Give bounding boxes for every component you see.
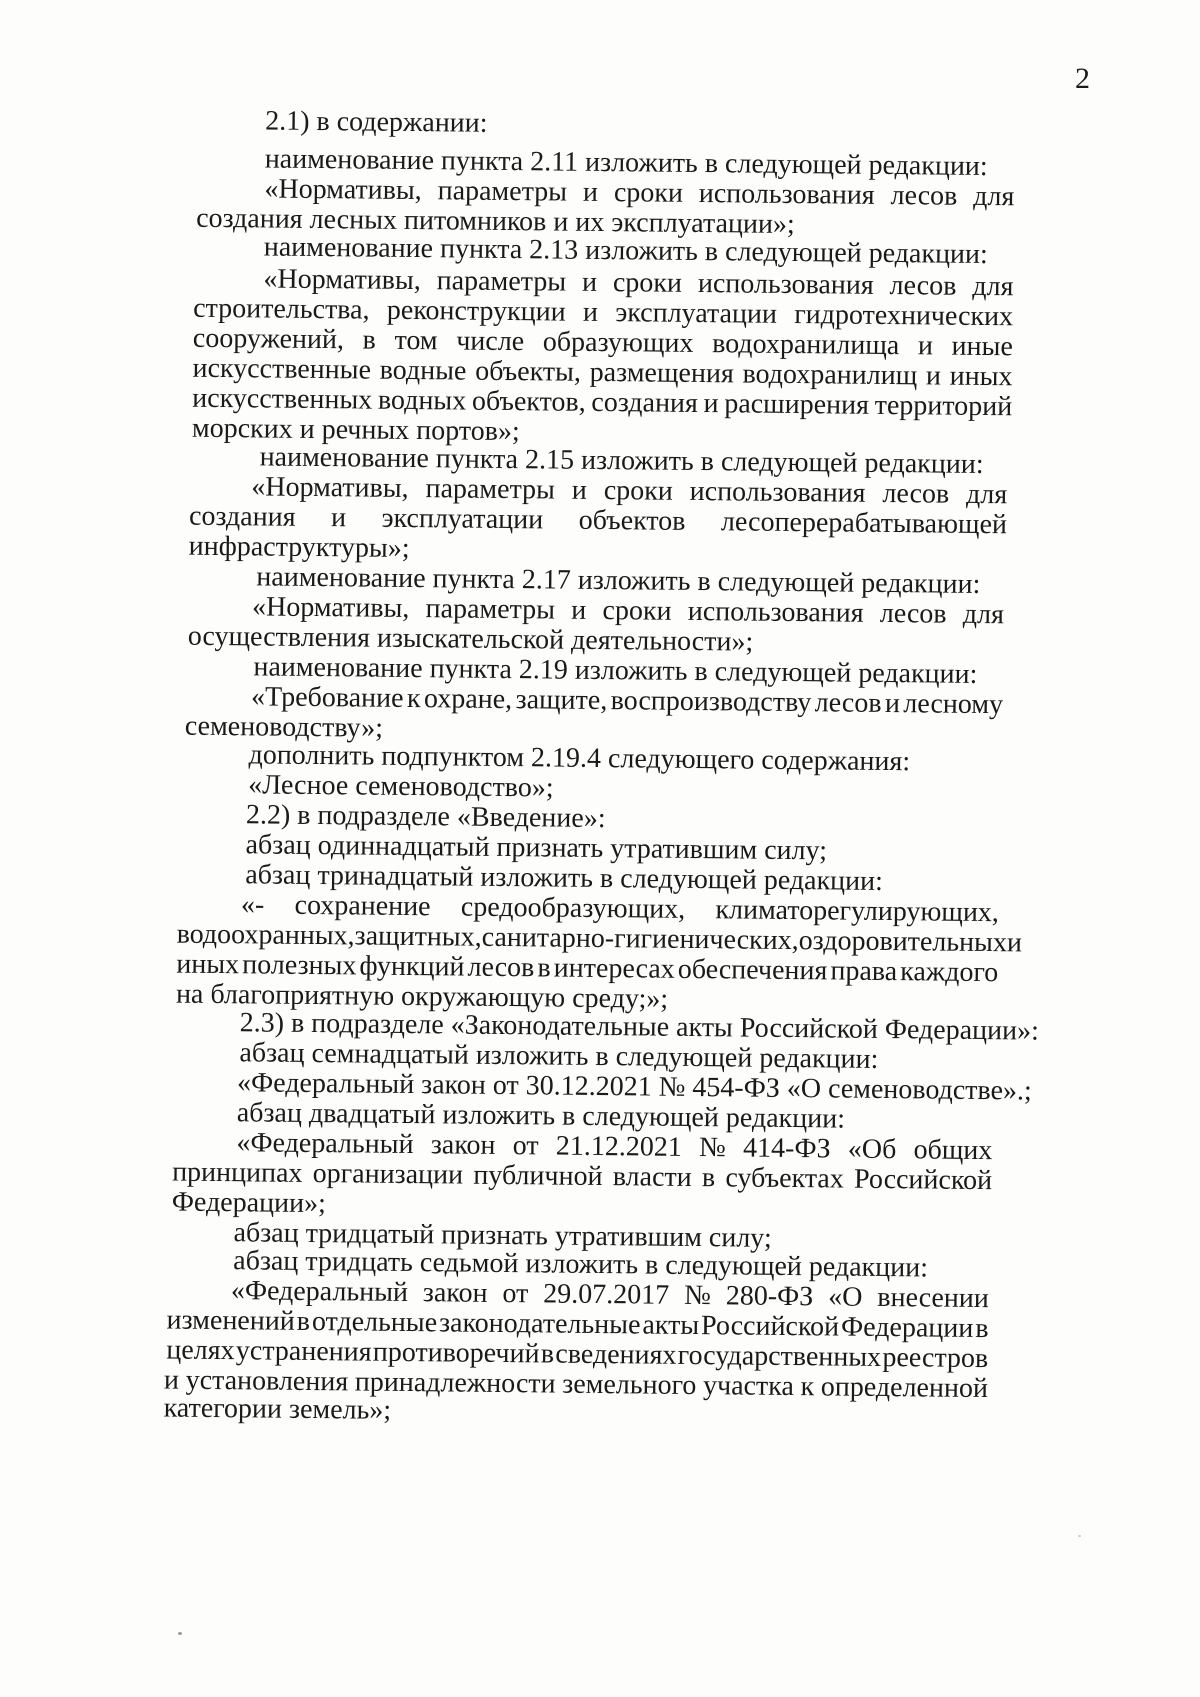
scan-speck [1078,1535,1081,1537]
word: организации [312,1158,464,1191]
word: реестров [882,1341,989,1375]
word: изменений [166,1304,295,1337]
word: права [830,955,898,988]
word: закон [422,1277,488,1309]
word: использования [687,595,864,629]
word: публичной [473,1159,603,1193]
word: лесов [889,270,957,302]
word: определенной [820,1371,989,1405]
word: для [973,180,1015,213]
word: и [917,330,934,362]
text-line: морских и речных портов»; [191,412,520,448]
word: и [703,388,719,420]
text-line: Федерации»; [171,1186,327,1220]
word: оздоровительных [798,925,1008,959]
word: расширения [724,388,870,421]
word: иных [949,360,1013,393]
word: иные [951,330,1014,363]
text-line: абзац двадцатый изложить в следующей редакции: [236,1097,846,1135]
word: внесении [877,1281,990,1315]
word: эксплуатации [615,297,778,330]
text-line: семеноводству»; [184,710,384,744]
word: объекты, [475,355,582,388]
word: для [965,478,1008,511]
word: сроки [612,267,683,299]
word: власти [612,1161,692,1193]
word: № [698,1132,726,1164]
text-line: 2.2) в подразделе «Введение»: [245,799,606,835]
word: реконструкции [386,294,566,328]
word: санитарно-гигиенических, [481,921,799,957]
word: для [962,598,1005,631]
word: 29.07.2017 [543,1278,670,1311]
word: и [884,687,901,720]
word: Российской [700,1310,840,1343]
word: в [537,952,551,984]
text-line: осуществления изыскательской деятельности»; [187,620,754,658]
word: параметры [425,473,556,506]
word: объектов, [471,385,586,418]
word: «Требование [250,681,404,714]
word: отдельные [311,1306,438,1339]
text-line: «Федеральный закон от 30.12.2021 № 454-ФЗ «О семеноводстве».; [236,1067,1032,1107]
word: каждого [900,956,999,989]
word: и [582,296,599,328]
word: субъектах [725,1162,844,1195]
word: охране, [423,683,513,716]
word: земельного [562,1368,697,1402]
word: «Нормативы, [251,471,409,504]
word: целях [166,1334,235,1367]
word: использования [698,178,875,211]
text-line: дополнить подпунктом 2.19.4 следующего содержания: [248,739,911,778]
word: противоречий [372,1336,540,1370]
word: климаторегулирующих, [715,894,1000,929]
text-line: на благоприятную окружающую среду;»; [175,978,669,1015]
page-number: 2 [1075,62,1090,95]
word: образующих [542,326,694,359]
word: иных [176,948,240,981]
text-line: наименование пункта 2.11 изложить в следующей редакции: [264,143,988,183]
word: устранения [235,1335,372,1368]
text-line: абзац тридцатый признать утратившим силу; [233,1217,772,1254]
word: закон [430,1129,496,1161]
word: для [972,270,1014,303]
text-line: создания лесных питомников и их эксплуатации»; [195,202,795,241]
word: общих [913,1134,993,1167]
word: водохранилищ [742,358,918,392]
word: к [800,1371,815,1403]
word: в [975,1312,989,1345]
text-line: категории земель»; [163,1392,392,1426]
word: в [540,1338,555,1370]
word: территорий [874,389,1013,423]
word: параметры [436,265,567,298]
word: лесов [814,687,882,719]
word: лесов [882,477,950,510]
text-line: наименование пункта 2.13 изложить в следующей редакции: [263,231,988,271]
word: «Нормативы, [251,591,410,624]
text-line: абзац тридцать седьмой изложить в следующей редакции: [233,1245,929,1284]
word: и [571,594,587,626]
word: лесоперерабатывающей [720,506,1008,541]
word: № [684,1279,712,1312]
word: водные [379,354,467,387]
word: создания [591,386,699,420]
word: сведениях [555,1338,677,1371]
word: и [330,502,347,534]
word: в [296,1305,311,1337]
word: сохранение [294,889,431,923]
word: лесов [890,180,958,212]
word: защите, [515,684,608,717]
word: 21.12.2021 [555,1130,683,1163]
word: создания [188,500,296,533]
word: воспроизводству [610,685,812,719]
word: средообразующих, [460,891,686,925]
word: «Нормативы, [264,173,422,207]
word: водохранилища [712,328,900,362]
word: сроки [613,177,684,209]
word: лесов [879,597,947,630]
word: обеспечения [677,953,828,987]
text-line: абзац тринадцатый изложить в следующей редакции: [245,859,884,897]
word: эксплуатации [381,502,544,536]
word: параметры [425,593,556,626]
word: «Федеральный [230,1275,409,1309]
word: искусственных [192,382,373,416]
text-line: «Лесное семеноводство»; [248,769,554,804]
word: 280-ФЗ [725,1280,814,1313]
word: и [925,360,942,392]
text-line: инфраструктуры»; [188,530,410,564]
word: том [394,324,438,357]
word: сроки [602,595,672,627]
text-line: наименование пункта 2.15 изложить в следующей редакции: [259,441,984,480]
word: и [571,474,588,506]
text-line: наименование пункта 2.17 изложить в следующей редакции: [256,561,981,600]
word: «- [240,889,265,921]
word: государственных [677,1339,882,1373]
word: в [701,1162,716,1194]
word: и [582,176,599,208]
word: Федерации [840,1311,974,1344]
document-body [7,102,1200,1426]
word: 414-ФЗ [742,1132,831,1165]
word: от [502,1278,529,1310]
word: функций [359,950,465,983]
word: защитных, [354,920,482,953]
word: и [1006,927,1023,959]
word: участка [702,1370,795,1403]
word: размещения [589,356,734,390]
text-line: 2.3) в подразделе «Законодательные акты Российской Федерации»: [239,1007,1039,1047]
word: лесному [903,688,1004,721]
text-line: наименование пункта 2.19 изложить в следующей редакции: [253,651,978,690]
word: в [362,324,377,356]
word: принадлежности [354,1366,556,1400]
word: строительства, [193,292,370,326]
word: акты [642,1309,700,1342]
word: водоохранных, [176,918,355,952]
word: и [163,1364,180,1396]
text-line: абзац одиннадцатый признать утратившим силу; [245,829,828,867]
word: установления [185,1364,349,1398]
word: параметры [437,175,568,208]
word: полезных [242,949,357,982]
word: принципах [172,1156,303,1189]
word: сооружений, [192,322,345,356]
word: к [406,682,421,715]
word: искусственные [192,352,372,386]
word: «Об [847,1133,897,1166]
scan-speck [178,1632,182,1635]
word: лесов [467,951,535,984]
word: «Нормативы, [263,263,421,297]
word: законодательные [438,1307,641,1341]
word: использования [689,475,866,509]
word: объектов [578,504,686,537]
text-line: абзац семнадцатый изложить в следующей редакции: [239,1037,879,1075]
word: «О [828,1281,863,1313]
word: гидротехнических [794,299,1014,333]
word: от [512,1130,539,1162]
word: использования [697,267,874,301]
word: интересах [553,952,675,985]
word: сроки [603,475,673,507]
word: «Федеральный [236,1127,414,1161]
word: и [581,266,598,298]
word: водных [377,384,467,417]
text-line: 2.1) в содержании: [265,105,488,139]
word: Российской [853,1163,993,1197]
word: числе [456,325,525,358]
